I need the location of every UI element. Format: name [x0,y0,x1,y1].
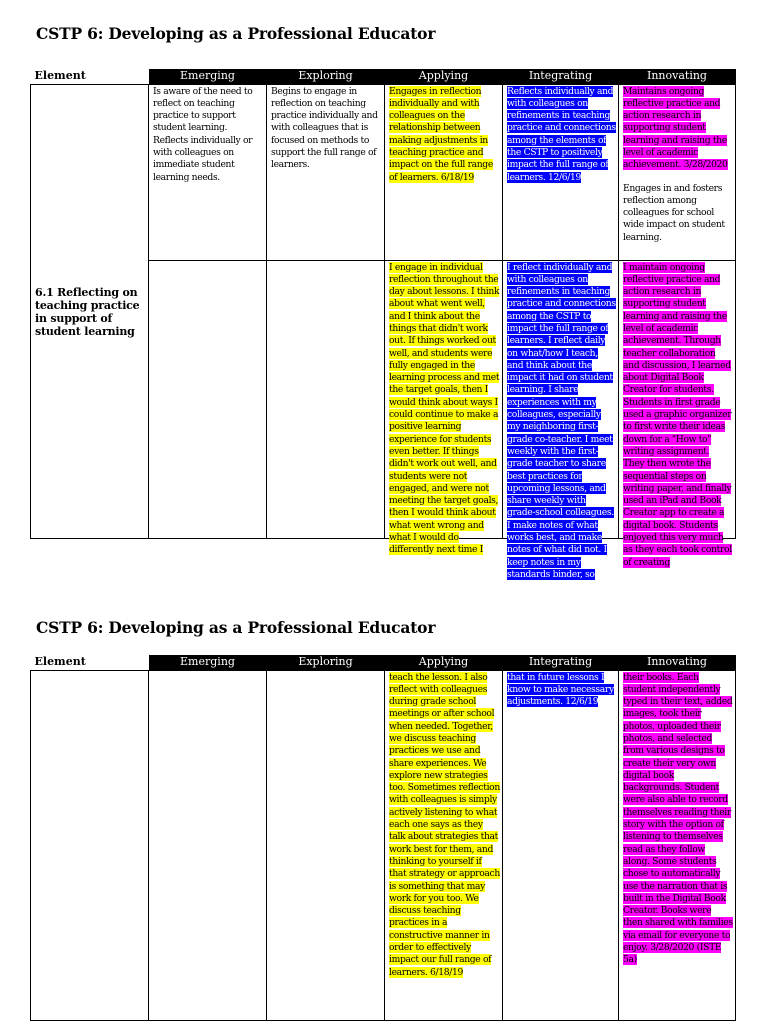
innovating-header: Innovating [619,655,736,670]
applying-evidence [385,260,503,556]
emerging-header: Emerging [149,655,267,670]
applying-evidence [385,670,503,1020]
rubric-table-2 [30,655,736,1021]
element-label [31,84,149,538]
page-title: CSTP 6: Developing as a Professional Educator [36,24,436,43]
integrating-header: Integrating [503,69,619,84]
applying-descriptor-text: Engages in reflection individually and with colleagues on the relationship between making adjustments in teaching practice and impact on the full range of learners. 6/18/19 [389,85,493,183]
innovating-descriptor-text: Maintains ongoing reflective practice and action research in supporting student learning and raising the level of academic achievement. 3/28/2020 [623,85,728,171]
integrating-descriptor-text: Reflects individually and with colleagues on refinements in teaching practice and connections among the elements of the CSTP to positively impact the full range of learners. 12/6/19 [507,85,616,183]
emerging-descriptor-text: Is aware of the need to reflect on teaching practice to support student learning. Reflects individually or with colleagues on immediate student learning needs. [153,85,253,183]
exploring-evidence [267,260,385,538]
innovating-descriptor-extra: Engages in and fosters reflection among colleagues for school wide impact on student learning. [623,182,725,243]
exploring-evidence [267,670,385,1020]
exploring-header: Exploring [267,69,385,84]
emerging-header: Emerging [149,69,267,84]
page-title-2: CSTP 6: Developing as a Professional Educator [36,618,436,637]
applying-evidence-text: I engage in individual reflection throughout the day about lessons. I think about what went well, and I think about the things that didn't work out. If things worked out well, and students were fully engaged in the learning process and met the target goals, then I would think about ways I could continue to make a positive learning experience for students even better. If things didn't work out well, and students were not engaged, and were not meeting the target goals, then I would think about what went wrong and what I would do differently next time I [389,261,500,556]
applying-header: Applying [385,655,503,670]
element-header: Element [31,69,149,84]
emerging-evidence [149,260,267,538]
applying-descriptor [385,84,503,260]
element-label-text: 6.1 Reflecting on teaching practice in support of student learning [35,285,140,338]
integrating-evidence-text: that in future lessons I know to make necessary adjustments. 12/6/19 [507,671,614,708]
emerging-descriptor [149,84,267,260]
integrating-evidence-text: I reflect individually and with colleagues on refinements in teaching practice and connections among the CSTP to impact the full range of learners. I reflect daily on what/how I teach, and think about the impact it had on student learning. I share experiences with my colleagues, especially my neighboring first-grade co-teacher. I meet weekly with the first-grade teacher to share best practices for upcoming lessons, and share weekly with grade-school colleagues. I make notes of what works best, and make notes of what did not. I keep notes in my standards binder, so [507,261,616,580]
innovating-descriptor [619,84,736,260]
element-label-empty [31,670,149,1020]
exploring-descriptor [267,84,385,260]
integrating-descriptor [503,84,619,260]
integrating-header: Integrating [503,655,619,670]
integrating-evidence [503,670,619,1020]
emerging-evidence [149,670,267,1020]
innovating-evidence-text: I maintain ongoing reflective practice and action research in supporting student learning and raising the level of academic achievement. Through teacher collaboration and discussion, I learned about Digital Book Creator for students. Students in first grade used a graphic organizer to first write their ideas down for a "How to" writing assignment. They then wrote the sequential steps on writing paper, and finally used an iPad and Book Creator app to create a digital book. Students enjoyed this very much as they each took control of creating [623,261,732,568]
applying-evidence-text: teach the lesson. I also reflect with colleagues during grade school meetings or after school when needed. Together, we discuss teaching practices we use and share experiences. We explore new strategies too. Sometimes reflection with colleagues is simply actively listening to what each one says as they talk about strategies that work best for them, and thinking to yourself if that strategy or approach is something that may work for you too. We discuss teaching practices in a constructive manner in order to effectively impact our full range of learners. 6/18/19 [389,671,500,978]
element-header: Element [31,655,149,670]
integrating-evidence [503,260,619,580]
innovating-header: Innovating [619,69,736,84]
exploring-header: Exploring [267,655,385,670]
applying-header: Applying [385,69,503,84]
innovating-evidence-text: their books. Each student independently typed in their text, added images, took their photos, uploaded their photos, and selected from various designs to create their very own digital book backgrounds. Student were also able to record themselves reading their story with the option of listening to themselves read as they follow along. Some students chose to automatically use the narration that is built in the Digital Book Creator. Books were then shared with families via email for everyone to enjoy. 3/28/2020 (ISTE 5a) [623,671,733,966]
innovating-evidence [619,670,736,1020]
innovating-evidence [619,260,736,568]
exploring-descriptor-text: Begins to engage in reflection on teaching practice individually and with colleagues that is focused on methods to support the full range of learners. [271,85,378,171]
rubric-table [30,69,736,580]
